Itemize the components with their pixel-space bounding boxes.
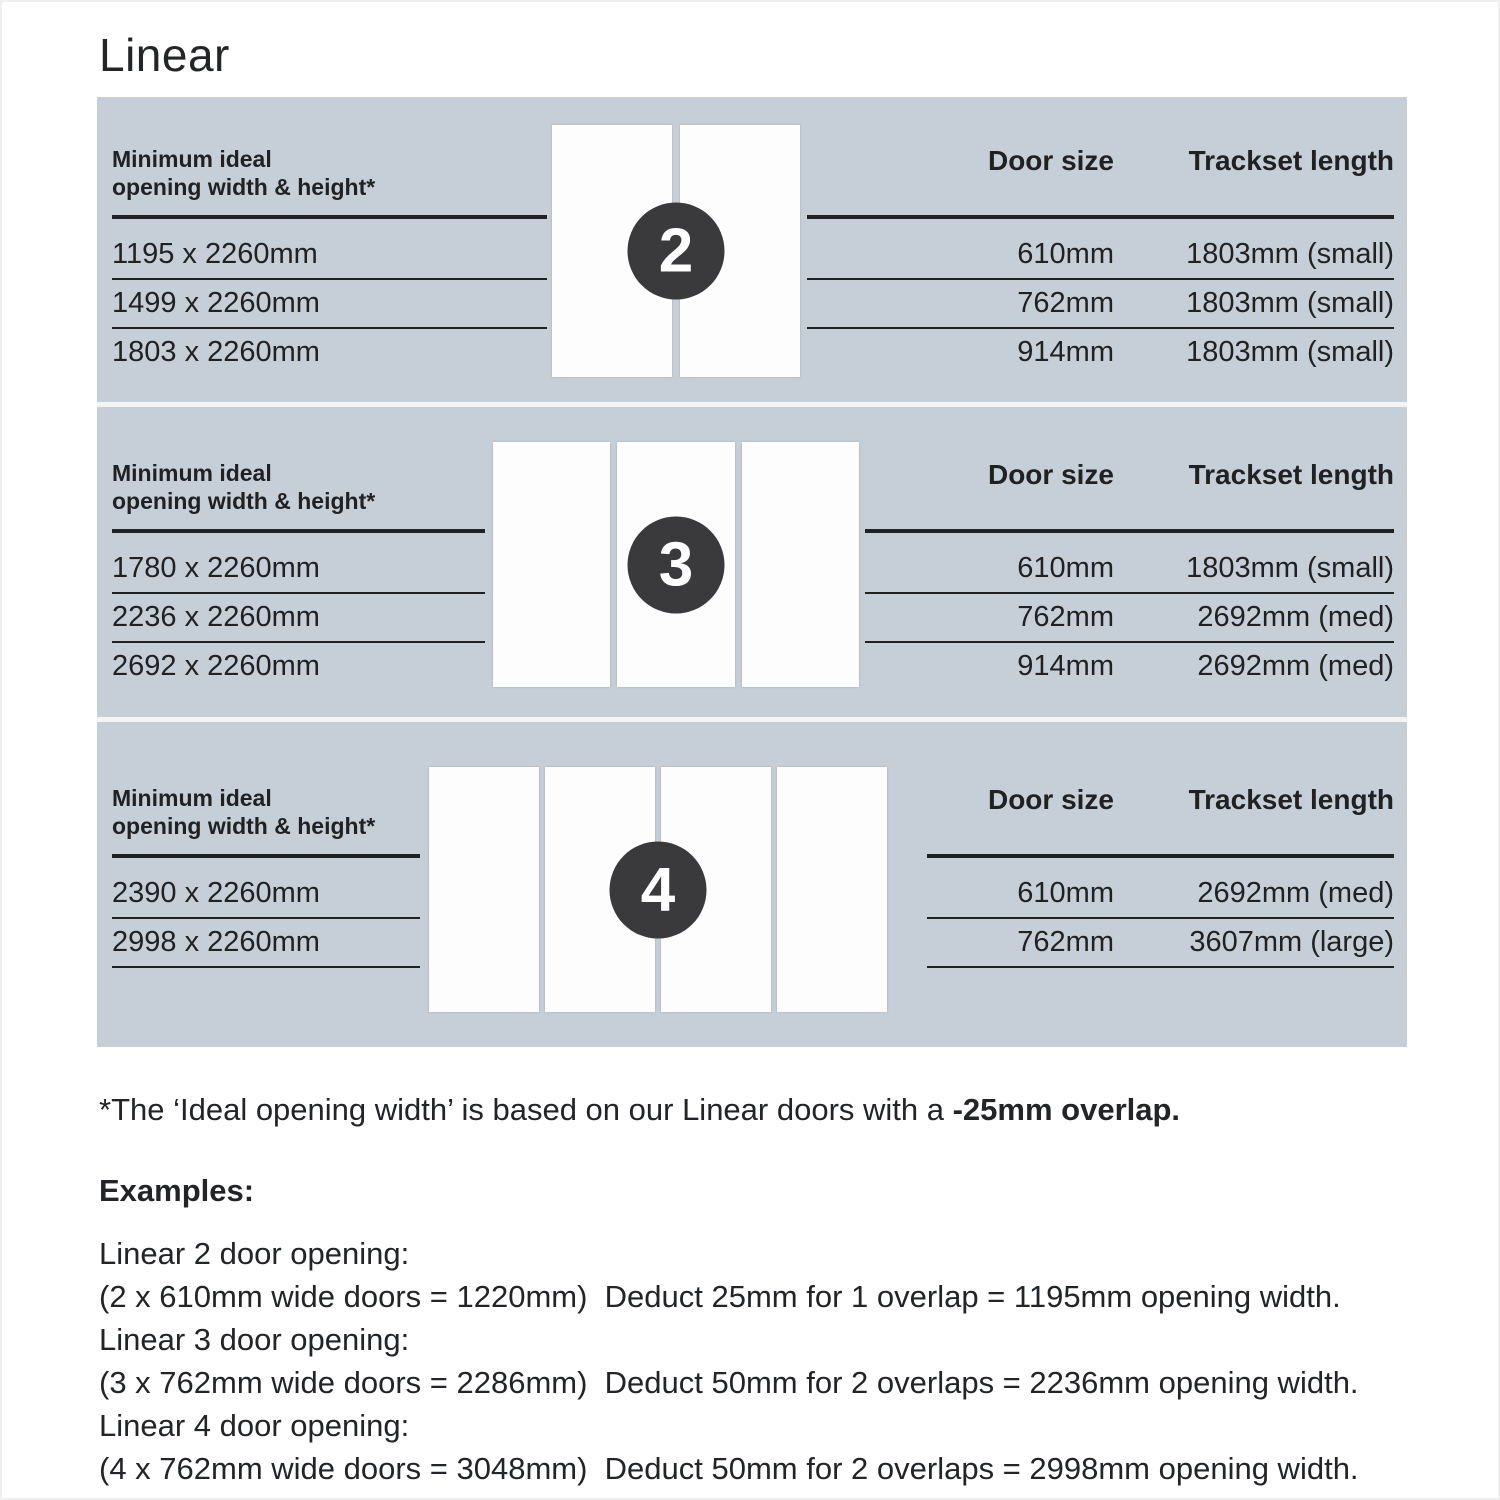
door-size-row bbox=[865, 643, 1394, 690]
opening-size-header bbox=[112, 784, 420, 858]
trackset-column-header: Trackset length bbox=[1188, 145, 1394, 176]
door-size-row bbox=[807, 231, 1394, 280]
door-diagram-4 bbox=[429, 767, 887, 1012]
notes-and-examples bbox=[99, 1088, 1429, 1490]
opening-header-line1: Minimum ideal bbox=[112, 785, 272, 811]
door-size-row bbox=[807, 280, 1394, 329]
door-size-table-header bbox=[807, 145, 1394, 219]
overlap-footnote bbox=[99, 1088, 1429, 1131]
trackset-value: 3607mm (large) bbox=[1189, 926, 1394, 958]
door-size-value: 762mm bbox=[1017, 601, 1114, 633]
door-panel bbox=[777, 767, 887, 1012]
example-label: Linear 3 door opening: bbox=[99, 1322, 410, 1357]
door-diagram-2 bbox=[552, 125, 800, 377]
door-size-table-2door bbox=[807, 145, 1394, 376]
door-count-badge: 4 bbox=[610, 841, 707, 938]
door-size-value: 610mm bbox=[1017, 238, 1114, 270]
opening-header-line2: opening width & height* bbox=[112, 174, 376, 200]
footnote-bold: -25mm overlap. bbox=[952, 1092, 1181, 1127]
door-size-row bbox=[927, 870, 1394, 919]
opening-size-rows bbox=[112, 533, 485, 690]
trackset-value: 1803mm (small) bbox=[1186, 238, 1394, 270]
door-size-rows bbox=[927, 858, 1394, 968]
opening-header-line1: Minimum ideal bbox=[112, 146, 272, 172]
door-size-row bbox=[865, 545, 1394, 594]
door-size-column-header: Door size bbox=[987, 459, 1114, 490]
opening-header-line1: Minimum ideal bbox=[112, 460, 272, 486]
door-size-rows bbox=[865, 533, 1394, 690]
opening-size-row: 1195 x 2260mm bbox=[112, 231, 547, 280]
door-diagram-3 bbox=[493, 442, 859, 687]
opening-size-row: 2390 x 2260mm bbox=[112, 870, 420, 919]
opening-size-row: 2998 x 2260mm bbox=[112, 919, 420, 968]
door-size-value: 914mm bbox=[1017, 336, 1114, 368]
door-count-badge: 2 bbox=[628, 203, 725, 300]
trackset-column-header: Trackset length bbox=[1188, 784, 1394, 815]
door-size-table-3door bbox=[865, 459, 1394, 690]
door-size-table-header bbox=[927, 784, 1394, 858]
opening-size-row: 1499 x 2260mm bbox=[112, 280, 547, 329]
opening-header-line2: opening width & height* bbox=[112, 488, 376, 514]
opening-size-row: 1780 x 2260mm bbox=[112, 545, 485, 594]
door-size-row bbox=[807, 329, 1394, 376]
opening-size-row: 1803 x 2260mm bbox=[112, 336, 320, 368]
door-size-value: 914mm bbox=[1017, 650, 1114, 682]
example-label: Linear 2 door opening: bbox=[99, 1236, 410, 1271]
trackset-value: 1803mm (small) bbox=[1186, 552, 1394, 584]
linear-4-door-section bbox=[97, 722, 1407, 1047]
opening-size-rows bbox=[112, 858, 420, 968]
opening-size-header bbox=[112, 459, 485, 533]
door-size-value: 610mm bbox=[1017, 552, 1114, 584]
door-size-row bbox=[927, 919, 1394, 968]
door-panel bbox=[429, 767, 539, 1012]
opening-size-row: 2236 x 2260mm bbox=[112, 594, 485, 643]
door-size-value: 610mm bbox=[1017, 877, 1114, 909]
examples-heading: Examples: bbox=[99, 1173, 255, 1208]
door-size-value: 762mm bbox=[1017, 287, 1114, 319]
trackset-value: 2692mm (med) bbox=[1197, 601, 1394, 633]
door-count-badge: 3 bbox=[628, 516, 725, 613]
footnote-text: *The ‘Ideal opening width’ is based on our Linear doors with a bbox=[99, 1092, 953, 1127]
trackset-value: 1803mm (small) bbox=[1186, 336, 1394, 368]
trackset-value: 1803mm (small) bbox=[1186, 287, 1394, 319]
trackset-column-header: Trackset length bbox=[1188, 459, 1394, 490]
example-detail: (3 x 762mm wide doors = 2286mm) Deduct 50mm for 2 overlaps = 2236mm opening width. bbox=[99, 1365, 1359, 1400]
door-size-row bbox=[865, 594, 1394, 643]
opening-size-row: 2692 x 2260mm bbox=[112, 650, 320, 682]
door-size-rows bbox=[807, 219, 1394, 376]
opening-size-table-4door bbox=[112, 784, 420, 968]
example-detail: (4 x 762mm wide doors = 3048mm) Deduct 50mm for 2 overlaps = 2998mm opening width. bbox=[99, 1451, 1359, 1486]
door-panel bbox=[493, 442, 610, 687]
linear-3-door-section bbox=[97, 407, 1407, 717]
linear-2-door-section bbox=[97, 97, 1407, 402]
door-panel bbox=[742, 442, 859, 687]
door-size-value: 762mm bbox=[1017, 926, 1114, 958]
opening-size-table-2door bbox=[112, 145, 547, 376]
trackset-value: 2692mm (med) bbox=[1197, 650, 1394, 682]
page-title: Linear bbox=[99, 29, 230, 81]
opening-size-table-3door bbox=[112, 459, 485, 690]
spec-panel bbox=[97, 97, 1407, 1047]
door-size-column-header: Door size bbox=[987, 145, 1114, 176]
example-label: Linear 4 door opening: bbox=[99, 1408, 410, 1443]
door-size-column-header: Door size bbox=[987, 784, 1114, 815]
opening-size-header bbox=[112, 145, 547, 219]
trackset-value: 2692mm (med) bbox=[1197, 877, 1394, 909]
door-size-table-header bbox=[865, 459, 1394, 533]
opening-header-line2: opening width & height* bbox=[112, 813, 376, 839]
door-size-table-4door bbox=[927, 784, 1394, 968]
opening-size-rows bbox=[112, 219, 547, 376]
example-detail: (2 x 610mm wide doors = 1220mm) Deduct 25mm for 1 overlap = 1195mm opening width. bbox=[99, 1279, 1341, 1314]
